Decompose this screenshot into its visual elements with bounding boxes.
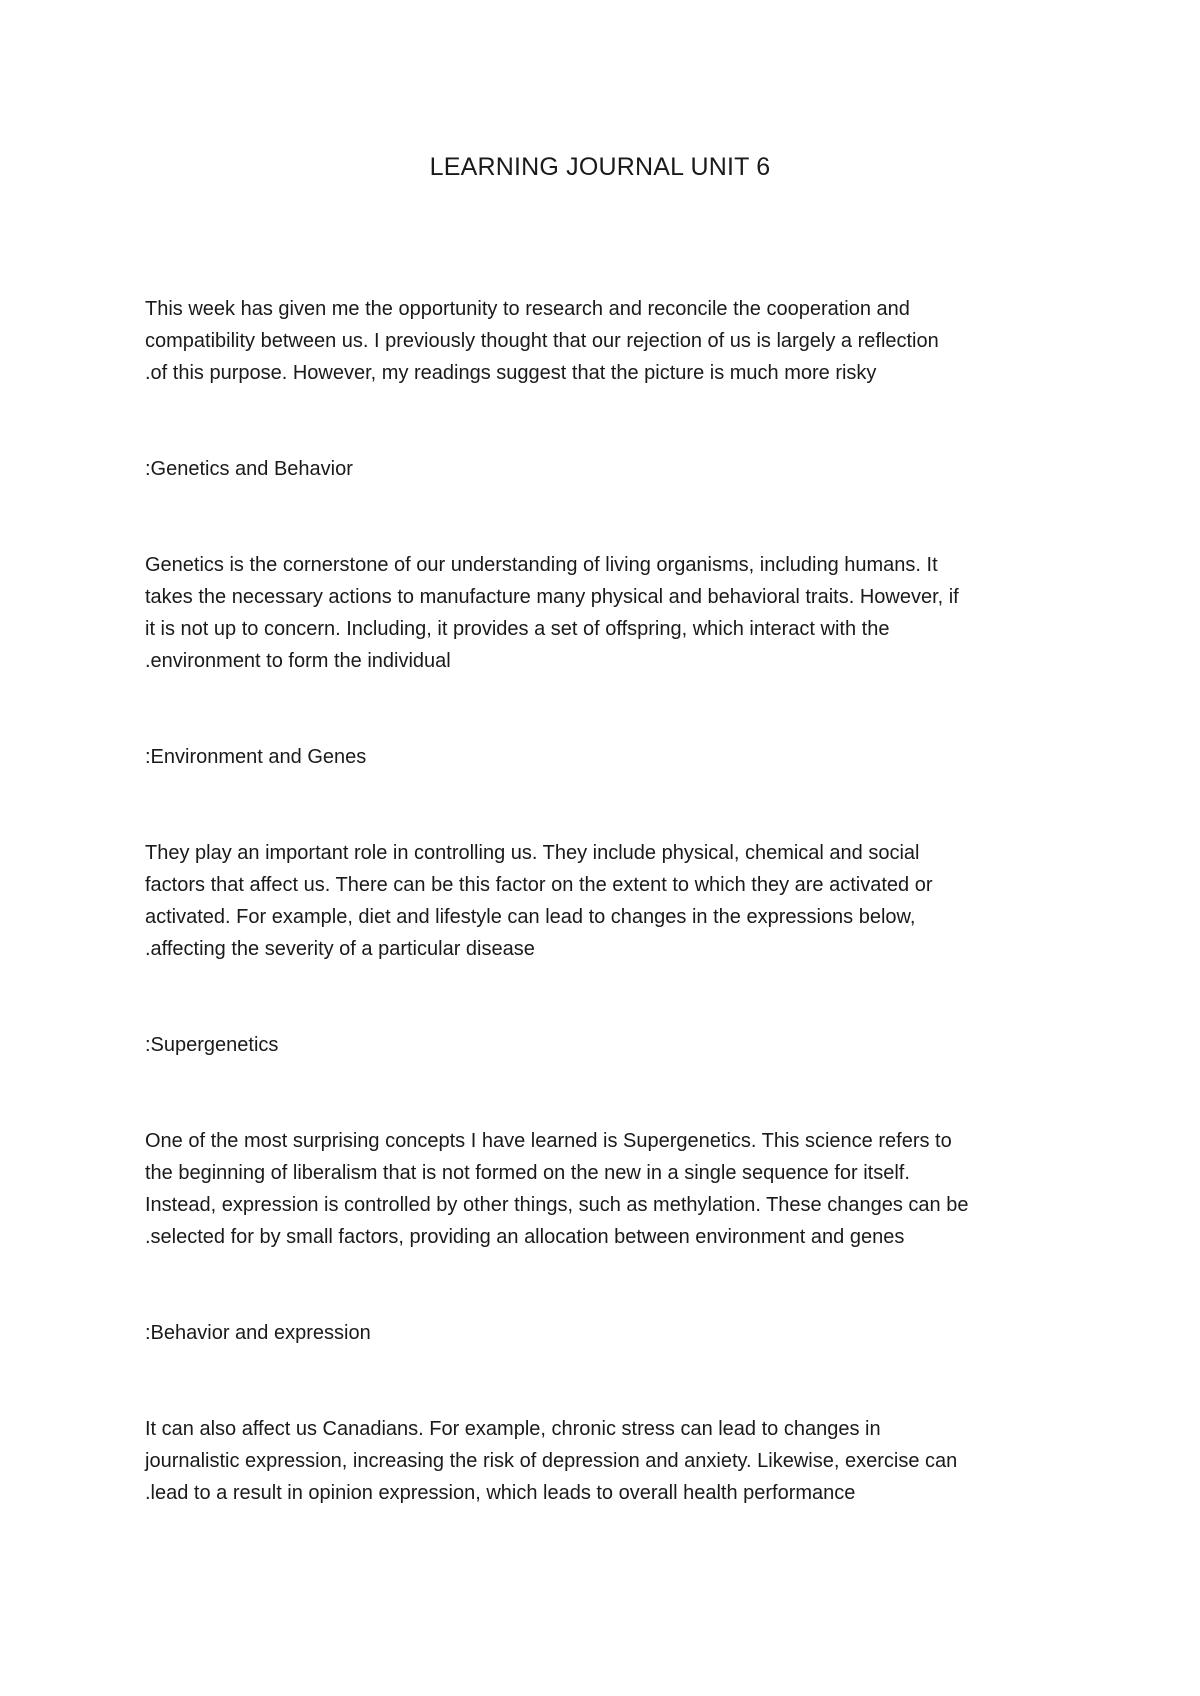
paragraph-line: compatibility between us. I previously thought that our rejection of us is largely a reflection	[145, 330, 939, 352]
paragraph-line: .of this purpose. However, my readings suggest that the picture is much more risky	[145, 362, 877, 384]
section-heading-genetics: :Genetics and Behavior	[145, 458, 353, 480]
paragraph-line: It can also affect us Canadians. For example, chronic stress can lead to changes in	[145, 1418, 881, 1440]
section-paragraph-behavior	[145, 1413, 1065, 1509]
paragraph-line: takes the necessary actions to manufacture many physical and behavioral traits. However, if	[145, 586, 959, 608]
intro-paragraph	[145, 293, 1065, 389]
section-paragraph-genetics	[145, 549, 1065, 677]
paragraph-line: factors that affect us. There can be this factor on the extent to which they are activated or	[145, 874, 933, 896]
paragraph-line: Instead, expression is controlled by other things, such as methylation. These changes can be	[145, 1194, 969, 1216]
page-title: LEARNING JOURNAL UNIT 6	[429, 153, 771, 181]
paragraph-line: the beginning of liberalism that is not formed on the new in a single sequence for itself.	[145, 1162, 910, 1184]
document-body	[145, 293, 1065, 1509]
section-paragraph-supergenetics	[145, 1125, 1065, 1253]
paragraph-line: Genetics is the cornerstone of our understanding of living organisms, including humans. It	[145, 554, 938, 576]
paragraph-line: One of the most surprising concepts I have learned is Supergenetics. This science refers to	[145, 1130, 952, 1152]
paragraph-line: .affecting the severity of a particular disease	[145, 938, 535, 960]
paragraph-line: activated. For example, diet and lifestyle can lead to changes in the expressions below,	[145, 906, 916, 928]
paragraph-line: They play an important role in controlling us. They include physical, chemical and social	[145, 842, 920, 864]
paragraph-line: .lead to a result in opinion expression, which leads to overall health performance	[145, 1482, 856, 1504]
paragraph-line: it is not up to concern. Including, it provides a set of offspring, which interact with the	[145, 618, 890, 640]
section-heading-behavior: :Behavior and expression	[145, 1322, 371, 1344]
paragraph-line: .selected for by small factors, providing an allocation between environment and genes	[145, 1226, 905, 1248]
section-heading-supergenetics: :Supergenetics	[145, 1034, 279, 1056]
section-paragraph-environment	[145, 837, 1065, 965]
section-heading-environment: :Environment and Genes	[145, 746, 367, 768]
paragraph-line: .environment to form the individual	[145, 650, 451, 672]
paragraph-line: journalistic expression, increasing the risk of depression and anxiety. Likewise, exercise can	[145, 1450, 958, 1472]
paragraph-line: This week has given me the opportunity to research and reconcile the cooperation and	[145, 298, 910, 320]
